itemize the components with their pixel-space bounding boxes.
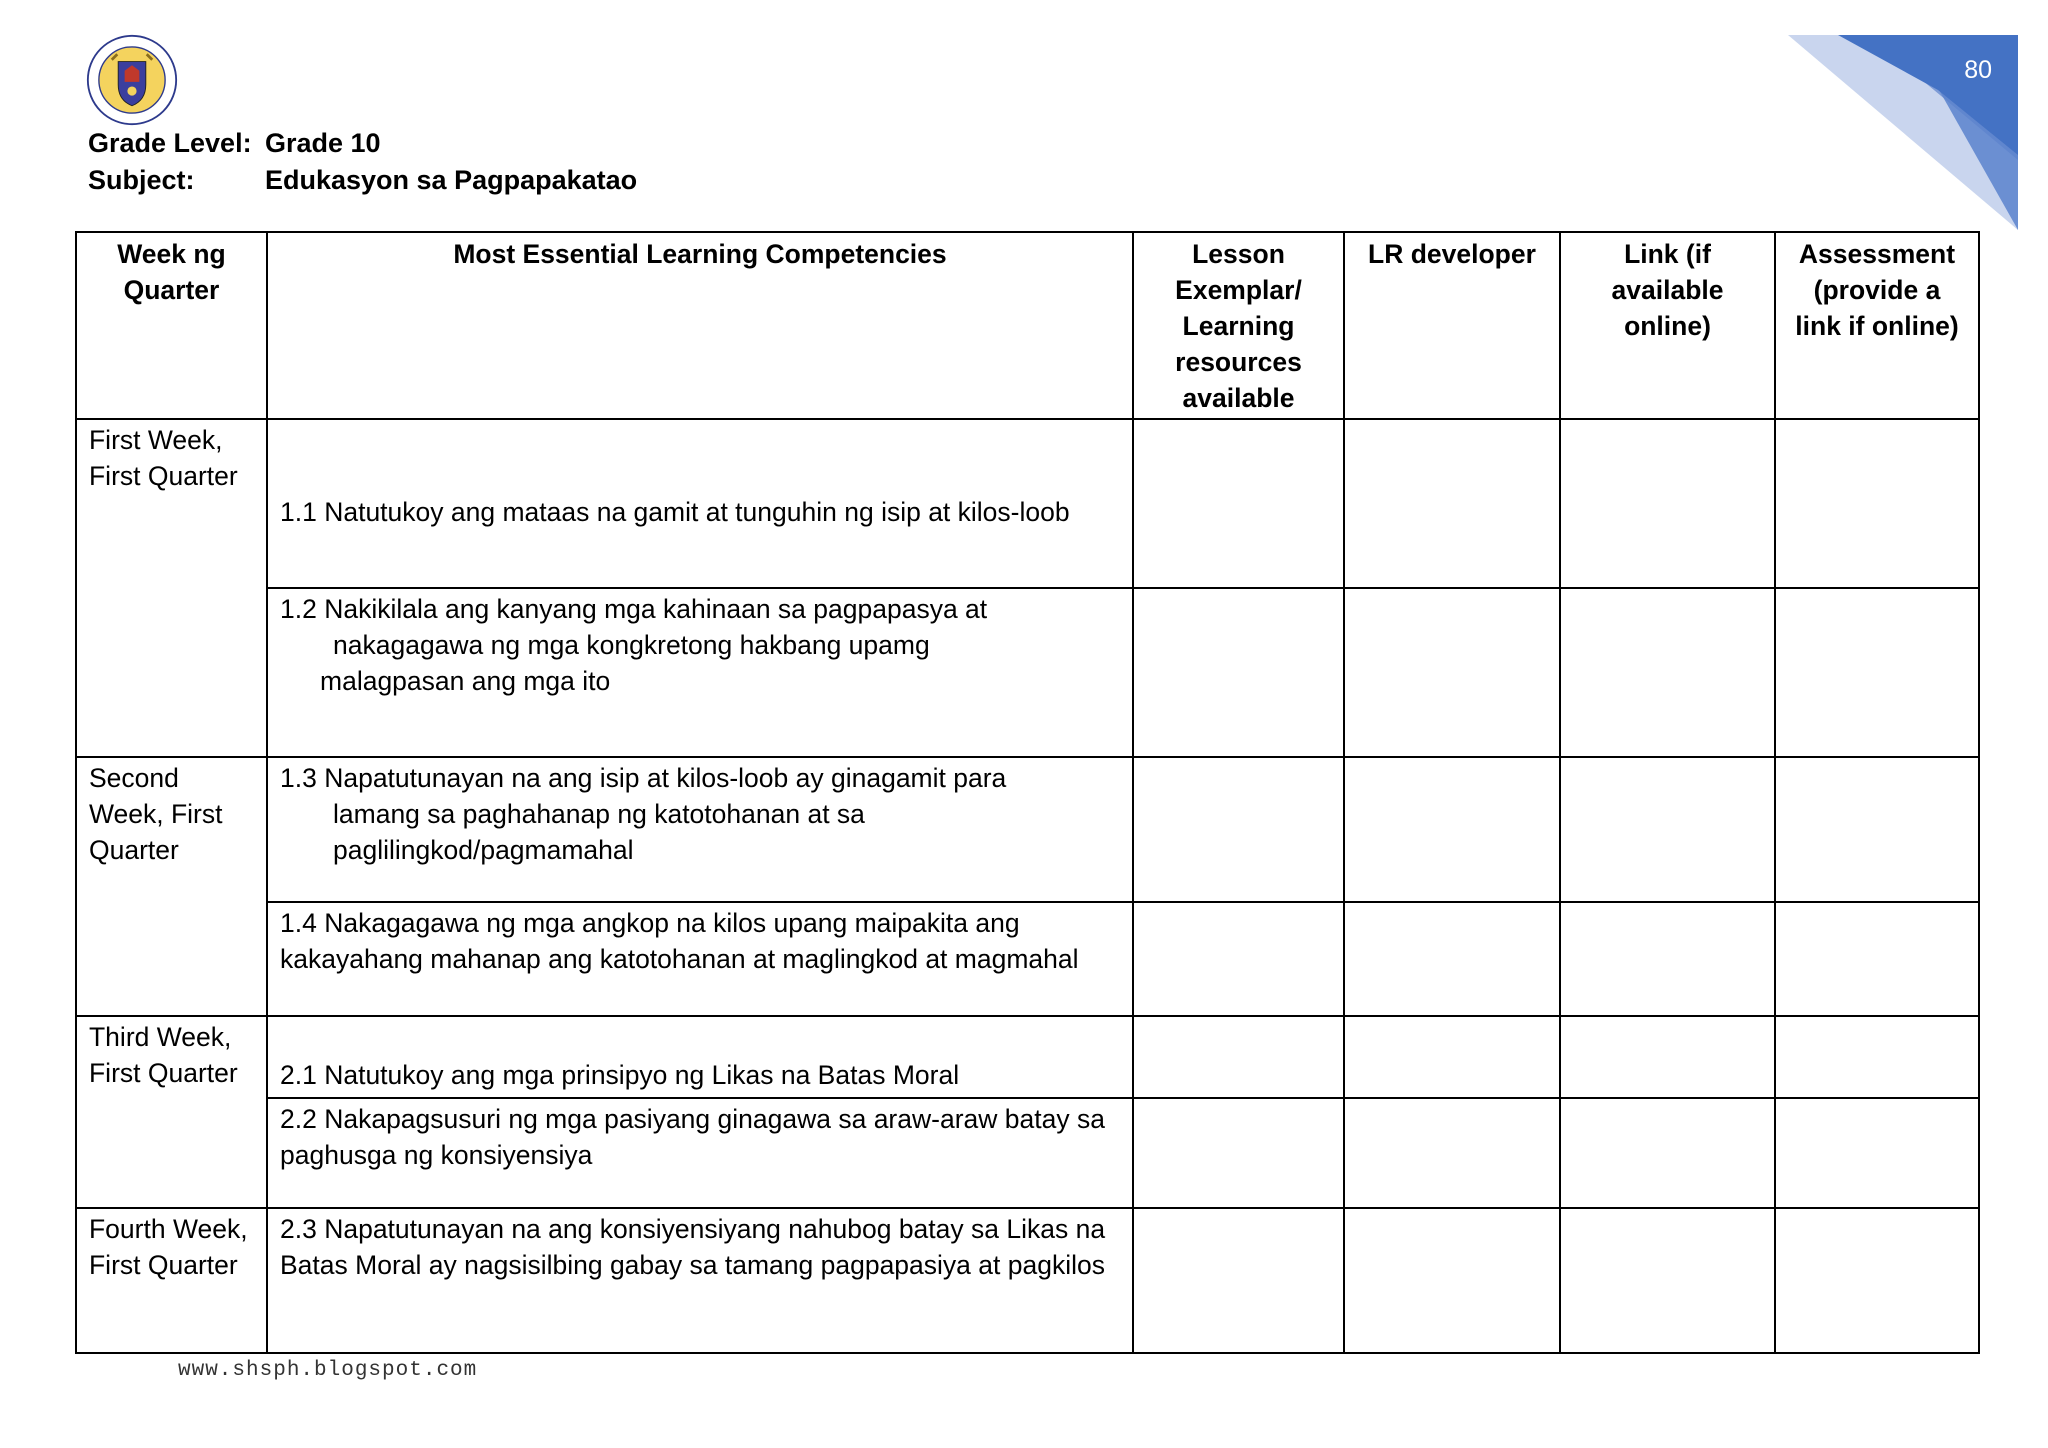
- developer-cell: [1344, 419, 1560, 588]
- competency-cell: 1.4 Nakagagawa ng mga angkop na kilos upang maipakita ang kakayahang mahanap ang katotohanan at maglingkod at magmahal: [267, 902, 1133, 1016]
- header-link: Link (if available online): [1560, 232, 1775, 419]
- subject-label: Subject:: [88, 165, 195, 195]
- table-row: [76, 1016, 1979, 1098]
- melc-table: [75, 231, 1980, 1354]
- lesson-cell: [1133, 757, 1344, 902]
- link-cell: [1560, 902, 1775, 1016]
- competency-line: malagpasan ang mga ito: [320, 666, 611, 696]
- competency-cell: [267, 588, 1133, 757]
- document-meta: [88, 125, 637, 199]
- header-competencies: Most Essential Learning Competencies: [267, 232, 1133, 419]
- subject-value: Edukasyon sa Pagpapakatao: [265, 165, 638, 195]
- table-row: [76, 1098, 1979, 1208]
- lesson-cell: [1133, 1016, 1344, 1098]
- link-cell: [1560, 757, 1775, 902]
- week-cell: Fourth Week, First Quarter: [76, 1208, 267, 1353]
- competency-line: 1.3 Napatutunayan na ang isip at kilos-loob ay ginagamit para: [280, 763, 1007, 793]
- table-row: [76, 757, 1979, 902]
- assessment-cell: [1775, 902, 1979, 1016]
- assessment-cell: [1775, 1016, 1979, 1098]
- developer-cell: [1344, 1016, 1560, 1098]
- corner-decoration: [1718, 0, 2048, 240]
- link-cell: [1560, 588, 1775, 757]
- lesson-cell: [1133, 1208, 1344, 1353]
- lesson-cell: [1133, 419, 1344, 588]
- header-lr-developer: LR developer: [1344, 232, 1560, 419]
- header-assessment: Assessment (provide a link if online): [1775, 232, 1979, 419]
- link-cell: [1560, 1208, 1775, 1353]
- developer-cell: [1344, 1098, 1560, 1208]
- competency-cell: [267, 419, 1133, 588]
- table-row: [76, 1208, 1979, 1353]
- competency-line: lamang sa paghahanap ng katotohanan at sa: [333, 799, 865, 829]
- page-number: 80: [1964, 56, 1992, 84]
- lesson-cell: [1133, 1098, 1344, 1208]
- table-row: [76, 902, 1979, 1016]
- competency-line: nakagagawa ng mga kongkretong hakbang upamg: [333, 630, 930, 660]
- developer-cell: [1344, 1208, 1560, 1353]
- link-cell: [1560, 419, 1775, 588]
- competency-cell: [267, 757, 1133, 902]
- competency-cell: 2.3 Napatutunayan na ang konsiyensiyang nahubog batay sa Likas na Batas Moral ay nagsisilbing gabay sa tamang pagpapasiya at pagkilos: [267, 1208, 1133, 1353]
- competency-line: 1.2 Nakikilala ang kanyang mga kahinaan sa pagpapasya at: [280, 594, 988, 624]
- table-row: [76, 588, 1979, 757]
- developer-cell: [1344, 902, 1560, 1016]
- assessment-cell: [1775, 1098, 1979, 1208]
- developer-cell: [1344, 588, 1560, 757]
- grade-level-value: Grade 10: [265, 128, 381, 158]
- grade-level-label: Grade Level:: [88, 128, 252, 158]
- week-cell: Second Week, First Quarter: [76, 757, 267, 1016]
- assessment-cell: [1775, 419, 1979, 588]
- competency-cell: 2.2 Nakapagsusuri ng mga pasiyang ginagawa sa araw-araw batay sa paghusga ng konsiyensiya: [267, 1098, 1133, 1208]
- assessment-cell: [1775, 588, 1979, 757]
- link-cell: [1560, 1016, 1775, 1098]
- developer-cell: [1344, 757, 1560, 902]
- deped-seal-icon: [86, 34, 178, 126]
- assessment-cell: [1775, 757, 1979, 902]
- footer-url: www.shsph.blogspot.com: [178, 1359, 478, 1382]
- week-cell: Third Week, First Quarter: [76, 1016, 267, 1208]
- lesson-cell: [1133, 588, 1344, 757]
- competency-text: 2.1 Natutukoy ang mga prinsipyo ng Likas na Batas Moral: [280, 1060, 960, 1090]
- lesson-cell: [1133, 902, 1344, 1016]
- link-cell: [1560, 1098, 1775, 1208]
- competency-line: paglilingkod/pagmamahal: [333, 835, 634, 865]
- header-lesson-exemplar: Lesson Exemplar/ Learning resources available: [1133, 232, 1344, 419]
- competency-cell: [267, 1016, 1133, 1098]
- week-cell: First Week, First Quarter: [76, 419, 267, 757]
- competency-text: 1.1 Natutukoy ang mataas na gamit at tunguhin ng isip at kilos-loob: [280, 497, 1070, 527]
- header-week: Week ng Quarter: [76, 232, 267, 419]
- assessment-cell: [1775, 1208, 1979, 1353]
- table-row: [76, 419, 1979, 588]
